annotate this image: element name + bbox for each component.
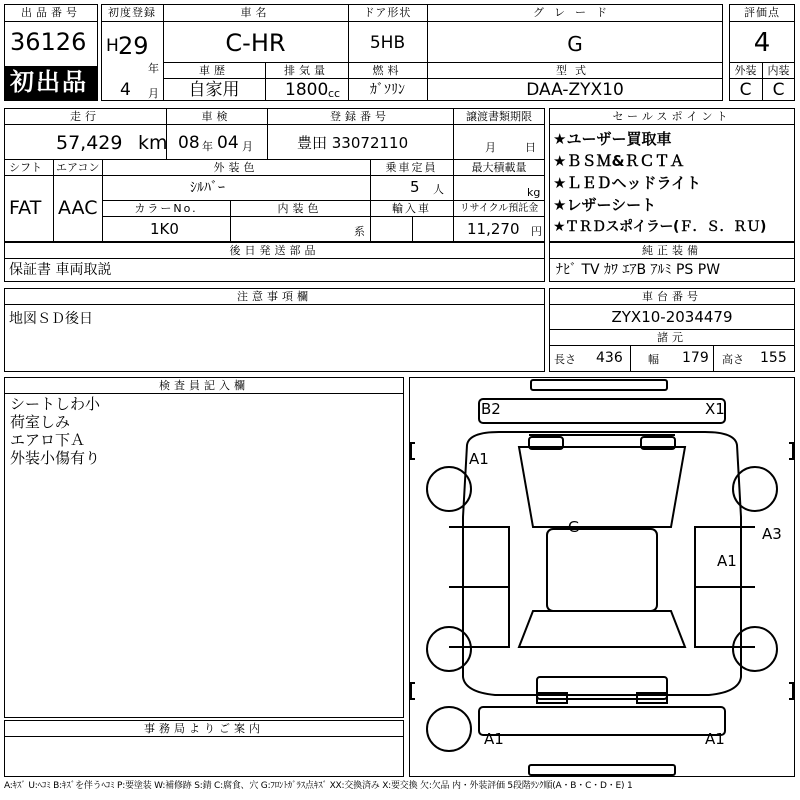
car-name-label: 車名	[240, 6, 271, 19]
fuel-label: 燃料	[372, 64, 403, 77]
transfer-label: 譲渡書類期限	[466, 110, 532, 123]
ext-grade: C	[739, 80, 752, 100]
color-no: 1K0	[150, 220, 179, 238]
transfer-day-unit: 日	[525, 141, 536, 154]
color-label: 外装色	[213, 161, 259, 174]
lot-number: 36126	[10, 28, 87, 56]
recycle-label: リサイクル預託金	[459, 203, 539, 214]
mark-g-roof: G	[568, 518, 580, 536]
fuel: ｶﾞｿﾘﾝ	[370, 82, 405, 98]
car-name: C-HR	[225, 29, 286, 57]
dims-label: 諸元	[657, 331, 687, 344]
chassis-label: 車台番号	[642, 290, 702, 303]
model-label: 型式	[556, 64, 594, 77]
door-label: ドア形状	[363, 6, 412, 19]
sales-point-3: ★ＬＥＤヘッドライト	[553, 174, 701, 192]
interior-color-label: 内装色	[277, 202, 323, 215]
notes-label: 注意事項欄	[237, 290, 312, 303]
mileage: 57,429	[56, 132, 123, 154]
load-label: 最大積載量	[471, 161, 527, 174]
mark-b2: B2	[481, 400, 501, 418]
first-reg-label: 初度登録	[108, 6, 156, 19]
reg-year: 29	[118, 32, 149, 60]
recycle: 11,270	[467, 220, 520, 238]
int-label: 内装	[767, 64, 790, 77]
sales-point-2: ★ＢＳＭ&ＲＣＴＡ	[553, 152, 685, 170]
inspector-label: 検査員記入欄	[159, 379, 249, 392]
mark-a3: A3	[762, 525, 782, 543]
equipment-text: ﾅﾋﾞ TV ｶﾜ ｴｱB ｱﾙﾐ PS PW	[556, 262, 721, 278]
shift-label: シフト	[9, 161, 42, 174]
month-unit: 月	[148, 87, 159, 100]
width: 179	[682, 350, 709, 366]
load-unit: kg	[527, 186, 541, 199]
year-unit: 年	[148, 62, 159, 75]
inspector-line-2: 荷室しみ	[10, 413, 71, 431]
mark-x1: X1	[705, 400, 725, 418]
office-label: 事務局よりご案内	[144, 722, 264, 735]
insp-year-unit: 年	[202, 140, 213, 153]
height-label: 高さ	[722, 353, 744, 366]
insp-year: 08	[178, 133, 200, 153]
sales-point-5: ★ＴＲＤスポイラー(Ｆ．Ｓ．ＲＵ)	[553, 219, 766, 235]
mark-a1-right: A1	[717, 552, 737, 570]
sales-point-1: ★ユーザー買取車	[553, 130, 672, 148]
era: H	[106, 36, 119, 56]
sales-point-4: ★レザーシート	[553, 196, 657, 214]
model: DAA-ZYX10	[526, 80, 624, 100]
car-diagram	[409, 377, 795, 777]
notes-text: 地図ＳＤ後日	[9, 311, 93, 327]
mileage-label: 走行	[70, 110, 100, 123]
ext-label: 外装	[734, 64, 757, 77]
capacity-label: 乗車定員	[385, 161, 438, 174]
displacement-label: 排気量	[284, 64, 329, 77]
door: 5HB	[369, 33, 406, 53]
interior-suffix: 系	[354, 225, 365, 238]
disp-unit: cc	[328, 87, 341, 100]
width-label: 幅	[648, 353, 659, 366]
color: ｼﾙﾊﾞｰ	[190, 180, 225, 196]
reg-month: 4	[120, 80, 131, 100]
capacity-unit: 人	[433, 183, 444, 196]
chassis-number: ZYX10-2034479	[611, 308, 733, 326]
history-label: 車歴	[199, 64, 229, 77]
later-parts-text: 保証書 車両取説	[9, 262, 112, 278]
equipment-label: 純正装備	[642, 244, 702, 257]
capacity: 5	[410, 178, 420, 196]
color-no-label: カラーNo.	[134, 202, 198, 215]
int-grade: C	[772, 80, 785, 100]
score-label: 評価点	[744, 6, 780, 19]
history: 自家用	[188, 80, 240, 100]
score: 4	[753, 28, 771, 58]
later-parts-label: 後日発送部品	[229, 244, 320, 257]
import-label: 輸入車	[392, 202, 431, 215]
mark-a1-left: A1	[469, 450, 489, 468]
ac: AAC	[58, 197, 98, 219]
plate: 豊田 33072110	[297, 134, 409, 152]
insp-month: 04	[217, 133, 239, 153]
recycle-unit: 円	[531, 225, 542, 238]
length-label: 長さ	[554, 353, 576, 366]
first-listing-text: 初出品	[10, 68, 88, 96]
inspector-line-4: 外装小傷有り	[10, 449, 101, 467]
mark-a1-bottom-left: A1	[484, 730, 504, 748]
shift: FAT	[9, 197, 42, 219]
length: 436	[596, 350, 623, 366]
height: 155	[760, 350, 787, 366]
inspector-line-3: エアロ下Ａ	[10, 431, 86, 449]
mileage-unit: km	[138, 132, 168, 154]
inspector-line-1: シートしわ小	[10, 395, 101, 413]
grade-label: グレード	[533, 6, 617, 19]
displacement: 1800	[285, 80, 329, 100]
inspection-label: 車検	[201, 110, 232, 123]
mark-a1-bottom-right: A1	[705, 730, 725, 748]
lot-label: 出品番号	[21, 6, 81, 19]
plate-label: 登録番号	[330, 110, 390, 123]
grade: G	[567, 32, 583, 56]
transfer-month-unit: 月	[485, 141, 496, 154]
legend: A:ｷｽﾞ U:ﾍｺﾐ B:ｷｽﾞを伴うﾍｺﾐ P:要塗装 W:補修跡 S:錆 C:腐食、穴 G:ﾌﾛﾝﾄｶﾞﾗｽ点ｷｽﾞ XX:交換済み X:要交換 欠:欠品 内・外装評価 5段階ﾗﾝｸ順(A・B・C・D・E) 1	[4, 781, 633, 791]
sales-label: セールスポイント	[612, 110, 732, 123]
ac-label: エアコン	[56, 161, 100, 174]
insp-month-unit: 月	[242, 140, 253, 153]
